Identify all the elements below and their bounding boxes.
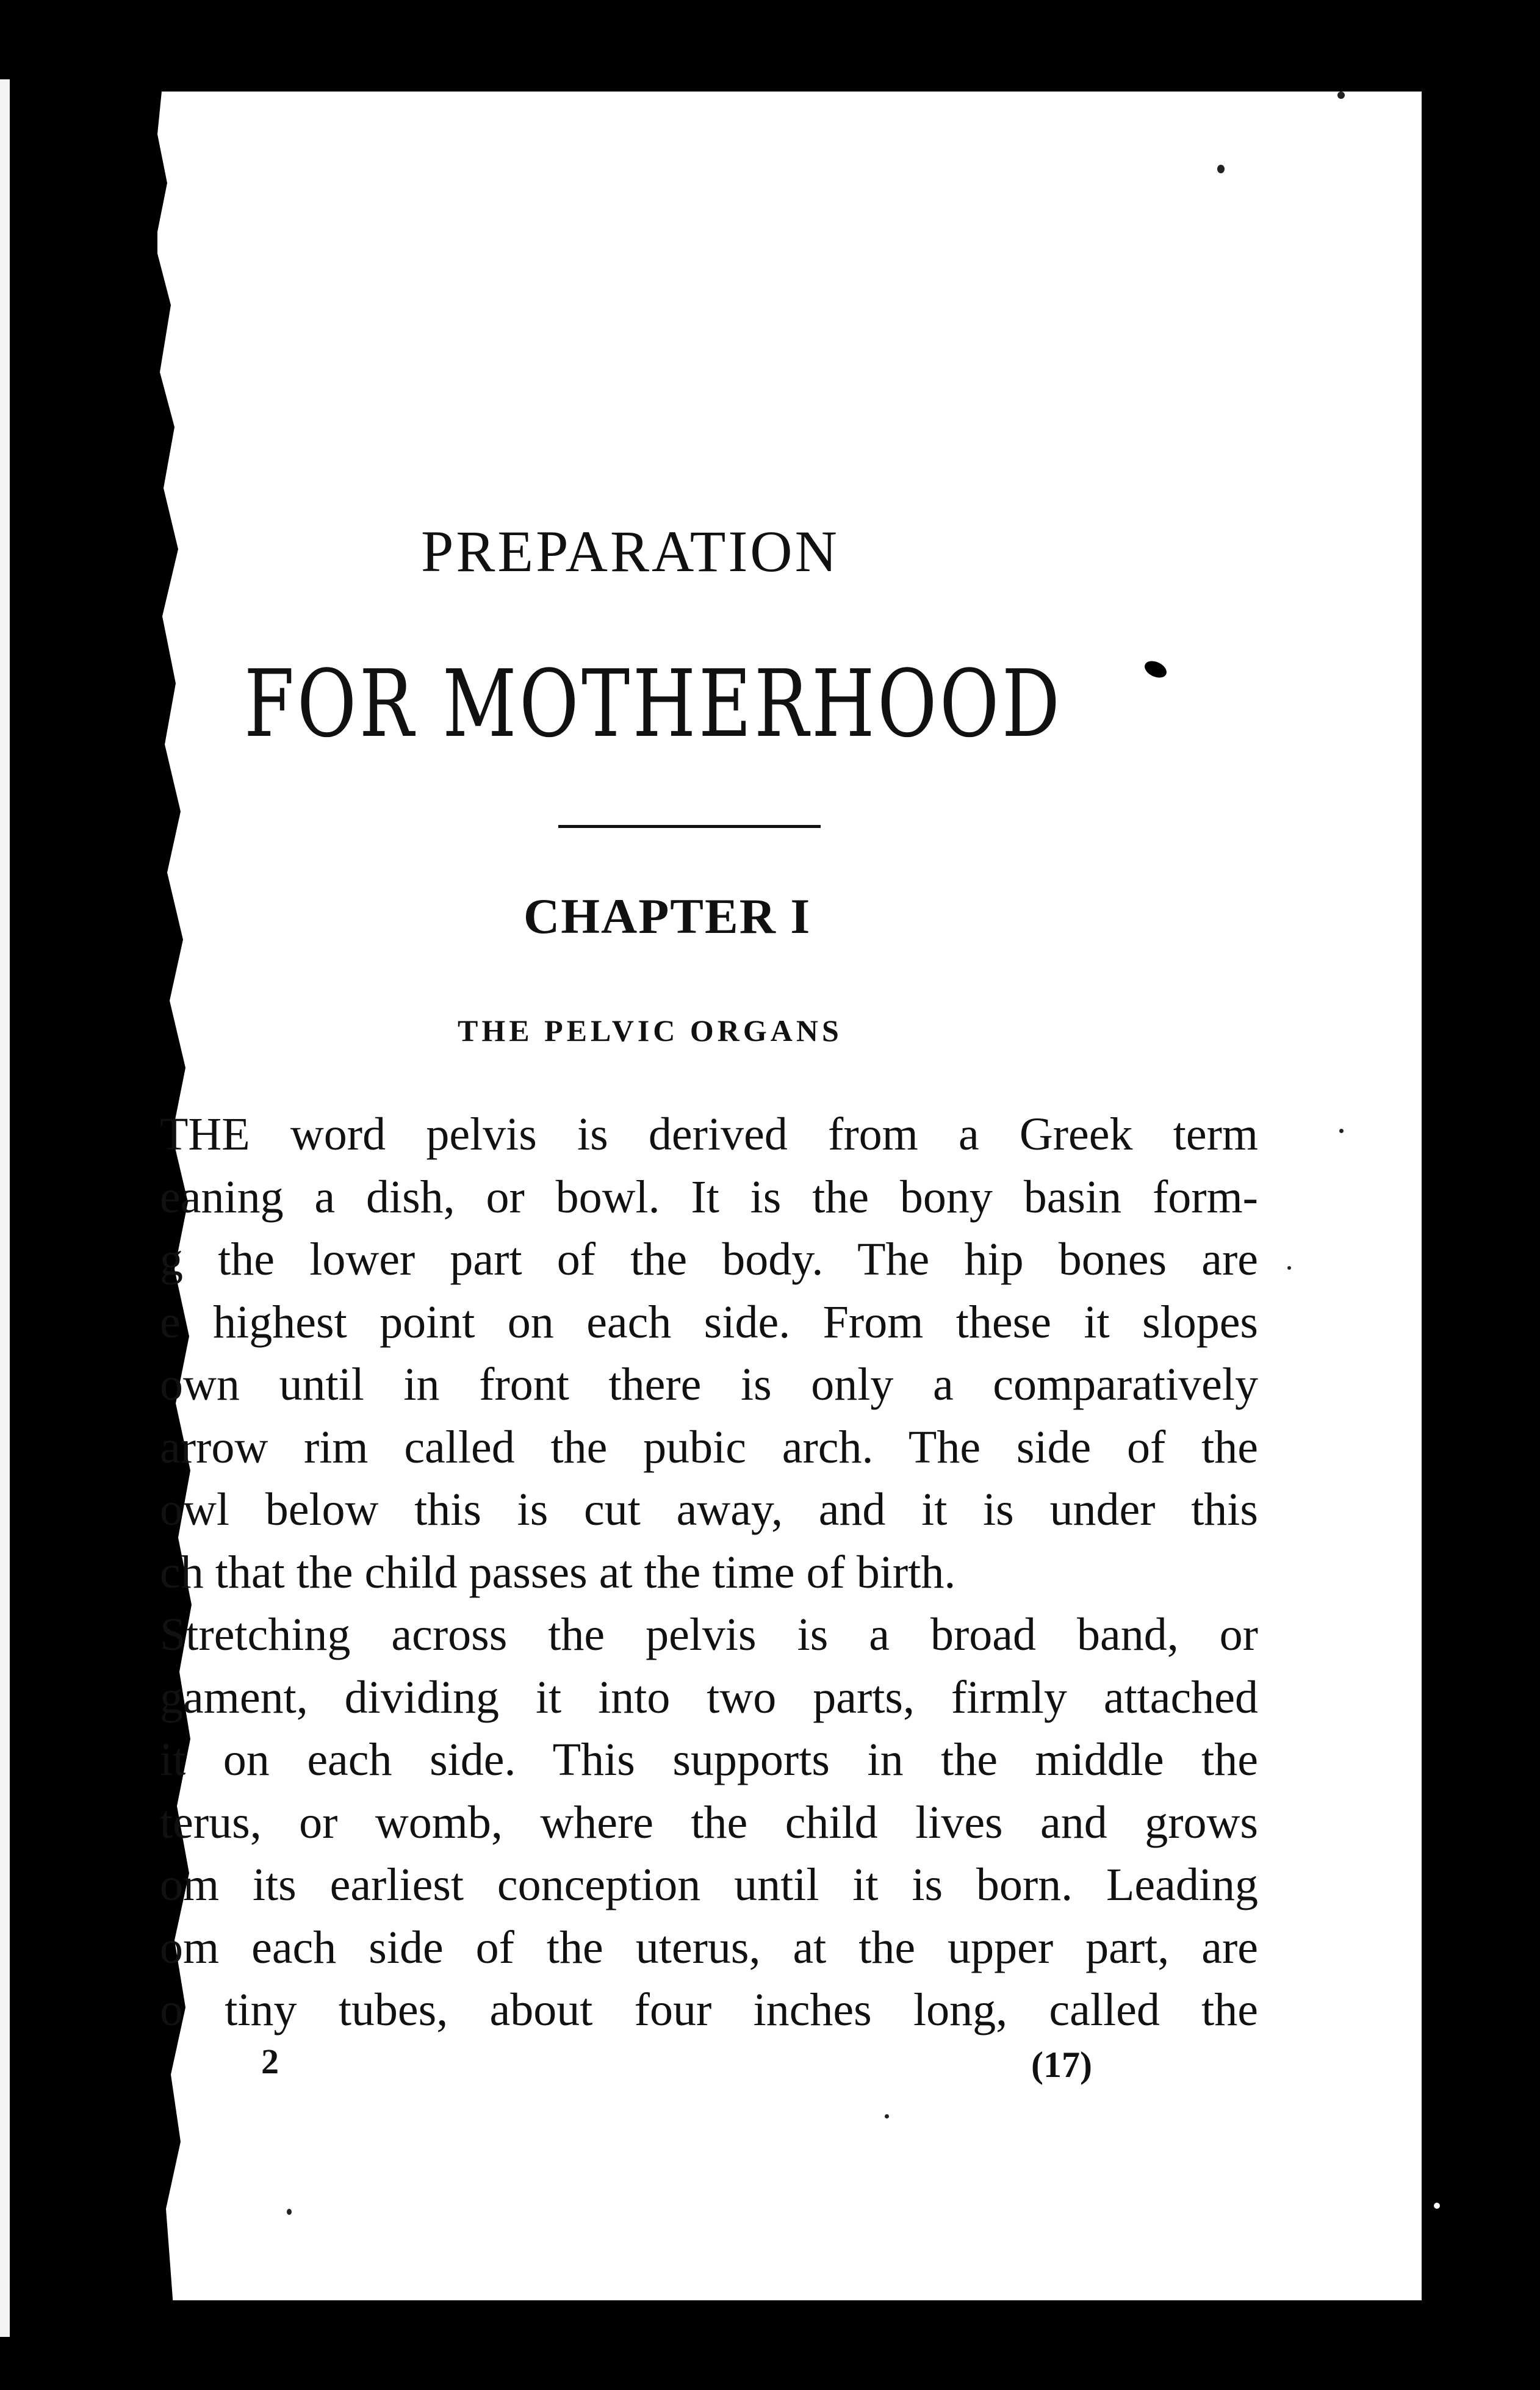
chapter-title: THE PELVIC ORGANS: [458, 1013, 843, 1048]
ink-speck: [885, 2114, 889, 2118]
text-line: om each side of the uterus, at the upper part, are: [160, 1921, 1258, 1973]
ink-speck: [1339, 1129, 1344, 1133]
title-line-2: FOR MOTHERHOOD: [244, 650, 1063, 758]
text-line: ch that the child passes at the time of birth.: [160, 1546, 956, 1598]
ink-speck: [1287, 1266, 1291, 1270]
page-number: (17): [1031, 2045, 1092, 2085]
signature-mark: 2: [261, 2042, 279, 2081]
ink-speck: [287, 2209, 292, 2215]
scan-right-border: [1422, 0, 1540, 2390]
scan-left-border: [0, 0, 29, 2390]
text-line: own until in front there is only a comparatively: [160, 1359, 1258, 1410]
text-line: terus, or womb, where the child lives and grows: [160, 1796, 1258, 1848]
text-line: arrow rim called the pubic arch. The side of the: [160, 1421, 1258, 1473]
scan-left-stripe: [0, 79, 10, 2337]
text-line: eaning a dish, or bowl. It is the bony basin form-: [160, 1171, 1258, 1223]
text-line: g the lower part of the body. The hip bones are: [160, 1234, 1258, 1285]
text-line: e highest point on each side. From these it slopes: [160, 1296, 1258, 1348]
ink-speck: [1337, 92, 1345, 99]
text-line: o tiny tubes, about four inches long, called the: [160, 1984, 1258, 2035]
text-line: om its earliest conception until it is born. Leading: [160, 1859, 1258, 1910]
text-line: THE word pelvis is derived from a Greek term: [160, 1109, 1258, 1160]
text-line: it on each side. This supports in the middle the: [160, 1734, 1258, 1785]
body-text: [160, 1103, 1258, 2042]
text-line: owl below this is cut away, and it is under this: [160, 1484, 1258, 1535]
ink-speck: [1217, 165, 1225, 173]
text-line: Stretching across the pelvis is a broad band, or: [160, 1609, 1258, 1660]
ink-speck: [1434, 2203, 1440, 2209]
title-divider-rule: [558, 825, 821, 828]
text-line: gament, dividing it into two parts, firmly attached: [160, 1671, 1258, 1723]
chapter-heading: CHAPTER I: [524, 888, 811, 944]
title-line-1: PREPARATION: [421, 519, 840, 584]
